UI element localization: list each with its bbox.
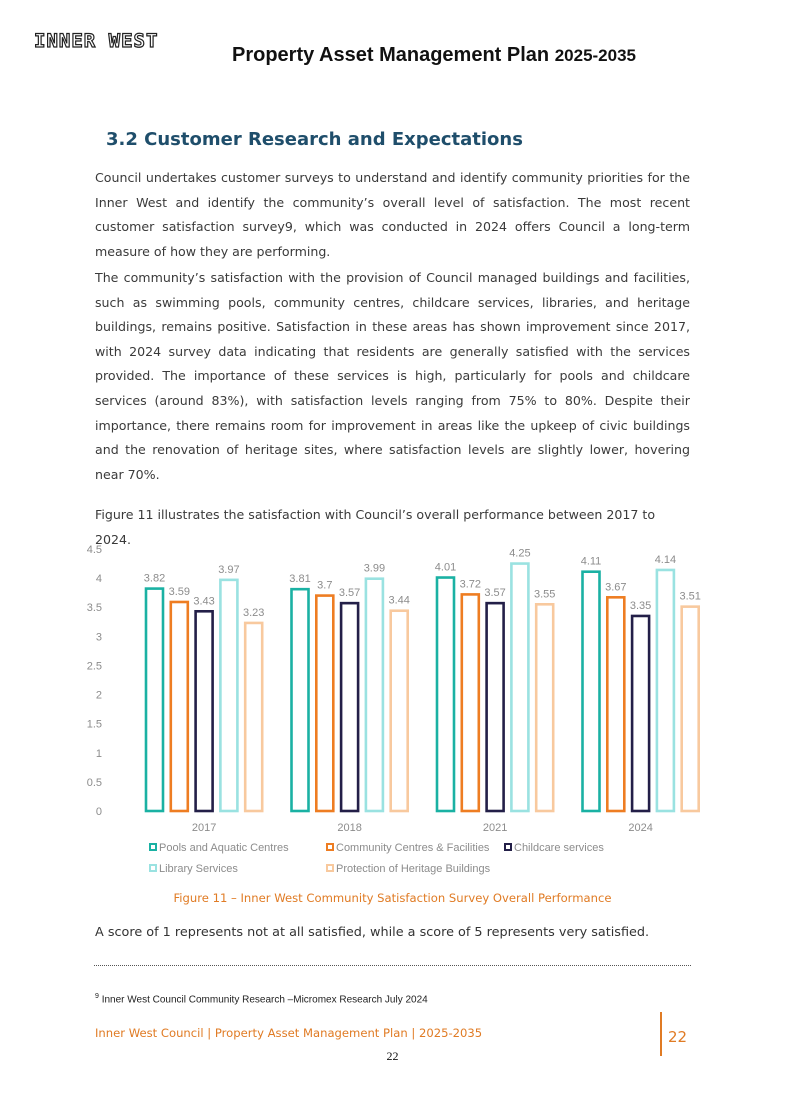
bar-pools-and-aquatic-centres-2018 — [292, 589, 309, 811]
bar-value-label: 3.82 — [143, 572, 166, 585]
document-title — [232, 44, 636, 67]
x-category-label: 2018 — [337, 822, 362, 834]
bar-childcare-services-2018 — [341, 603, 358, 811]
y-tick-label: 2.5 — [86, 660, 102, 673]
y-tick-label: 1 — [95, 747, 102, 760]
paragraph-figure-reference: Figure 11 illustrates the satisfaction with Council’s overall performance between 2017 to 2024. — [95, 507, 656, 547]
bar-pools-and-aquatic-centres-2024 — [583, 572, 600, 811]
bar-value-label: 3.72 — [459, 578, 482, 591]
bar-value-label: 3.23 — [242, 606, 265, 619]
bar-value-label: 3.51 — [679, 590, 701, 603]
legend-label: Childcare services — [514, 842, 604, 854]
bar-value-label: 3.57 — [484, 587, 506, 600]
inner-west-logo: INNER WEST — [34, 30, 159, 52]
y-tick-label: 2 — [95, 689, 102, 702]
bar-childcare-services-2017 — [196, 611, 213, 811]
bar-value-label: 3.81 — [289, 573, 311, 586]
bar-value-label: 3.7 — [317, 579, 333, 592]
bar-childcare-services-2021 — [487, 603, 504, 811]
legend-swatch — [327, 844, 333, 850]
bar-value-label: 4.01 — [434, 561, 457, 574]
bar-value-label: 4.14 — [654, 553, 677, 566]
bar-value-label: 3.97 — [218, 563, 240, 576]
figure-caption: Figure 11 – Inner West Community Satisfaction Survey Overall Performance — [173, 891, 612, 905]
y-tick-label: 4.5 — [86, 544, 102, 556]
bar-childcare-services-2024 — [632, 616, 649, 811]
bar-protection-of-heritage-buildings-2021 — [536, 604, 553, 811]
bar-library-services-2024 — [657, 570, 674, 811]
bar-protection-of-heritage-buildings-2024 — [682, 607, 699, 811]
y-tick-label: 3 — [95, 631, 102, 644]
bar-library-services-2018 — [366, 579, 383, 811]
footer-text: Inner West Council | Property Asset Management Plan | 2025-2035 — [95, 1026, 483, 1040]
bar-value-label: 4.11 — [580, 555, 602, 568]
bar-value-label: 3.59 — [168, 585, 191, 598]
score-explanation: A score of 1 represents not at all satisfied, while a score of 5 represents very satisfied. — [95, 925, 650, 940]
legend-swatch — [327, 865, 333, 871]
paragraph-survey-intro: Council undertakes customer surveys to understand and identify community priorities for the Inner West and identify the community’s overall level of satisfaction. The most recent customer satisfaction survey9, which was conducted in 2024 offers Council a long-term measure of how they are performing. — [95, 170, 690, 259]
x-category-label: 2021 — [482, 822, 508, 834]
footer-page-number: 22 — [668, 1028, 688, 1046]
section-heading: 3.2 Customer Research and Expectations — [106, 129, 523, 150]
bar-library-services-2017 — [220, 580, 237, 811]
footnote — [95, 993, 428, 1005]
paragraph-satisfaction-details: The community’s satisfaction with the provision of Council managed buildings and facilities, such as swimming pools, community centres, childcare services, libraries, and heritage buildings, remains positive. Satisfaction in these areas has shown improvement since 2017, with 2024 survey data indicating that residents are generally satisfied with the services provided. The importance of these services is high, particularly for pools and childcare services (around 83%), with satisfaction levels ranging from 75% to 80%. Despite their importance, there remains room for improvement in areas like the upkeep of civic buildings and the renovation of heritage sites, where satisfaction levels are slightly lower, hovering near 70%. — [95, 270, 690, 482]
bar-value-label: 3.55 — [533, 588, 556, 601]
page-number: 22 — [386, 1049, 399, 1063]
bar-community-centres-facilities-2024 — [607, 597, 624, 811]
bar-value-label: 3.44 — [388, 594, 410, 607]
legend-label: Protection of Heritage Buildings — [336, 863, 491, 875]
legend-swatch — [150, 865, 156, 871]
x-category-label: 2024 — [628, 822, 653, 834]
bar-community-centres-facilities-2021 — [462, 594, 479, 811]
footnote-separator — [94, 965, 691, 966]
x-category-label: 2017 — [191, 822, 217, 834]
legend-swatch — [150, 844, 156, 850]
bar-value-label: 3.67 — [605, 581, 627, 594]
bar-protection-of-heritage-buildings-2018 — [391, 611, 408, 811]
footnote-marker: 9 — [95, 993, 99, 1000]
document-title-main: Property Asset Management Plan — [232, 44, 550, 66]
bar-value-label: 3.57 — [338, 587, 361, 600]
legend-label: Pools and Aquatic Centres — [159, 842, 289, 854]
legend-label: Community Centres & Facilities — [336, 842, 490, 854]
bar-value-label: 3.35 — [629, 599, 652, 612]
y-tick-label: 0 — [95, 806, 102, 818]
footnote-text: Inner West Council Community Research –Micromex Research July 2024 — [101, 994, 428, 1006]
bar-pools-and-aquatic-centres-2021 — [437, 578, 454, 811]
bar-community-centres-facilities-2017 — [171, 602, 188, 811]
bar-library-services-2021 — [511, 564, 528, 811]
bar-community-centres-facilities-2018 — [316, 596, 333, 811]
legend-label: Library Services — [159, 863, 238, 875]
y-tick-label: 4 — [95, 573, 102, 586]
y-tick-label: 1.5 — [86, 718, 102, 731]
y-tick-label: 3.5 — [86, 602, 102, 615]
bar-value-label: 4.25 — [509, 547, 531, 560]
bar-value-label: 3.43 — [193, 595, 215, 608]
y-tick-label: 0.5 — [86, 776, 102, 789]
bar-protection-of-heritage-buildings-2017 — [245, 623, 262, 811]
legend-swatch — [505, 844, 511, 850]
bar-value-label: 3.99 — [363, 562, 386, 575]
satisfaction-bar-chart — [80, 538, 710, 888]
bar-pools-and-aquatic-centres-2017 — [146, 589, 163, 811]
document-title-year: 2025-2035 — [554, 46, 637, 65]
